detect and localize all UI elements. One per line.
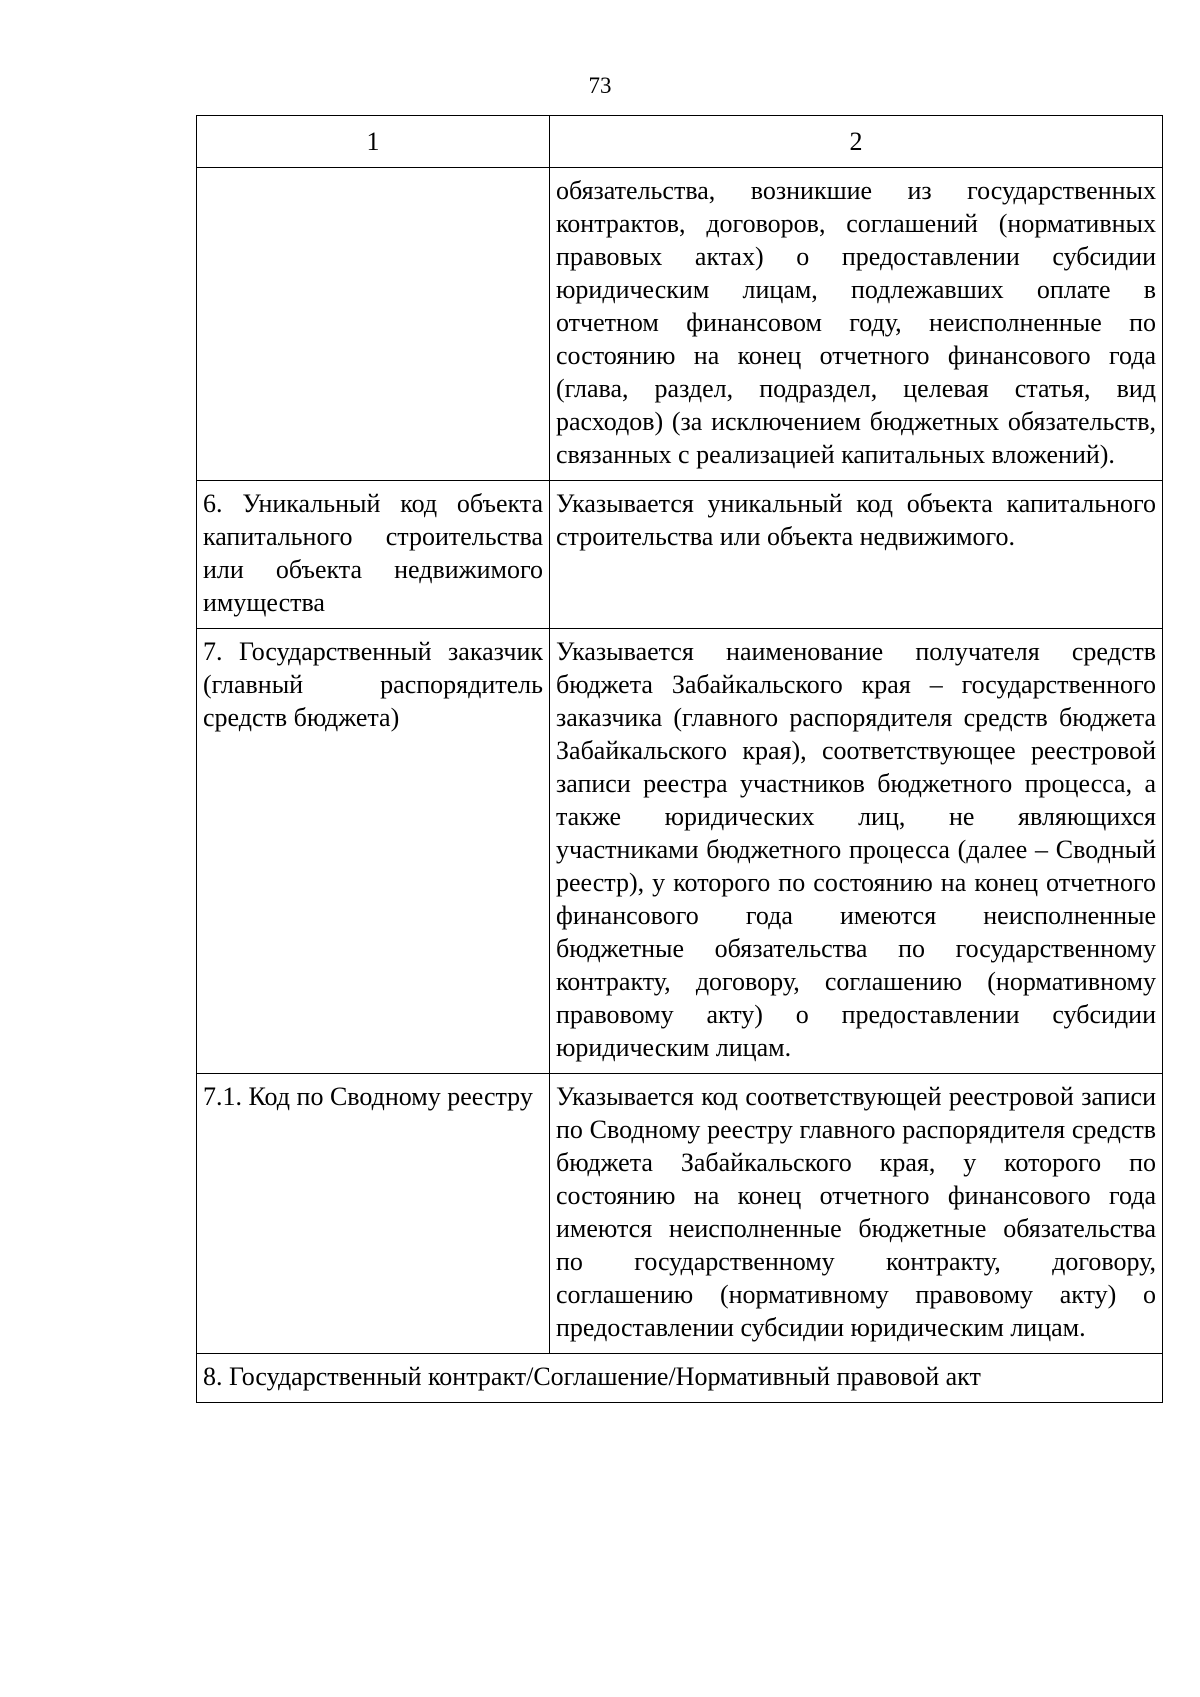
column-header-2: 2 xyxy=(550,116,1163,168)
table-row xyxy=(197,1074,1163,1354)
row-label: 7. Государственный заказчик (главный распорядитель средств бюджета) xyxy=(197,629,550,1074)
page-number: 73 xyxy=(588,73,612,98)
document-table xyxy=(196,115,1163,1403)
column-header-1: 1 xyxy=(197,116,550,168)
table-row xyxy=(197,168,1163,481)
row-label: 7.1. Код по Сводному реестру xyxy=(197,1074,550,1354)
table-row xyxy=(197,629,1163,1074)
row-label: 6. Уникальный код объекта капитального строительства или объекта недвижимого имущества xyxy=(197,481,550,629)
row-description: Указывается уникальный код объекта капитального строительства или объекта недвижимого. xyxy=(550,481,1163,629)
table-header-row xyxy=(197,116,1163,168)
table-row xyxy=(197,481,1163,629)
row-description: обязательства, возникшие из государственных контрактов, договоров, соглашений (нормативных правовых актах) о предоставлении субсидии юридическим лицам, подлежавших оплате в отчетном финансовом году, неисполненные по состоянию на конец отчетного финансового года (глава, раздел, подраздел, целевая статья, вид расходов) (за исключением бюджетных обязательств, связанных с реализацией капитальных вложений). xyxy=(550,168,1163,481)
row-description: Указывается код соответствующей реестровой записи по Сводному реестру главного распорядителя средств бюджета Забайкальского края, у которого по состоянию на конец отчетного финансового года имеются неисполненные бюджетные обязательства по государственному контракту, договору, соглашению (нормативному правовому акту) о предоставлении субсидии юридическим лицам. xyxy=(550,1074,1163,1354)
row-description: Указывается наименование получателя средств бюджета Забайкальского края – государственного заказчика (главного распорядителя средств бюджета Забайкальского края), соответствующее реестровой записи реестра участников бюджетного процесса, а также юридических лиц, не являющихся участниками бюджетного процесса (далее – Сводный реестр), у которого по состоянию на конец отчетного финансового года имеются неисполненные бюджетные обязательства по государственному контракту, договору, соглашению (нормативному правовому акту) о предоставлении субсидии юридическим лицам. xyxy=(550,629,1163,1074)
section-heading: 8. Государственный контракт/Соглашение/Нормативный правовой акт xyxy=(197,1354,1163,1403)
section-heading-row xyxy=(197,1354,1163,1403)
row-label xyxy=(197,168,550,481)
